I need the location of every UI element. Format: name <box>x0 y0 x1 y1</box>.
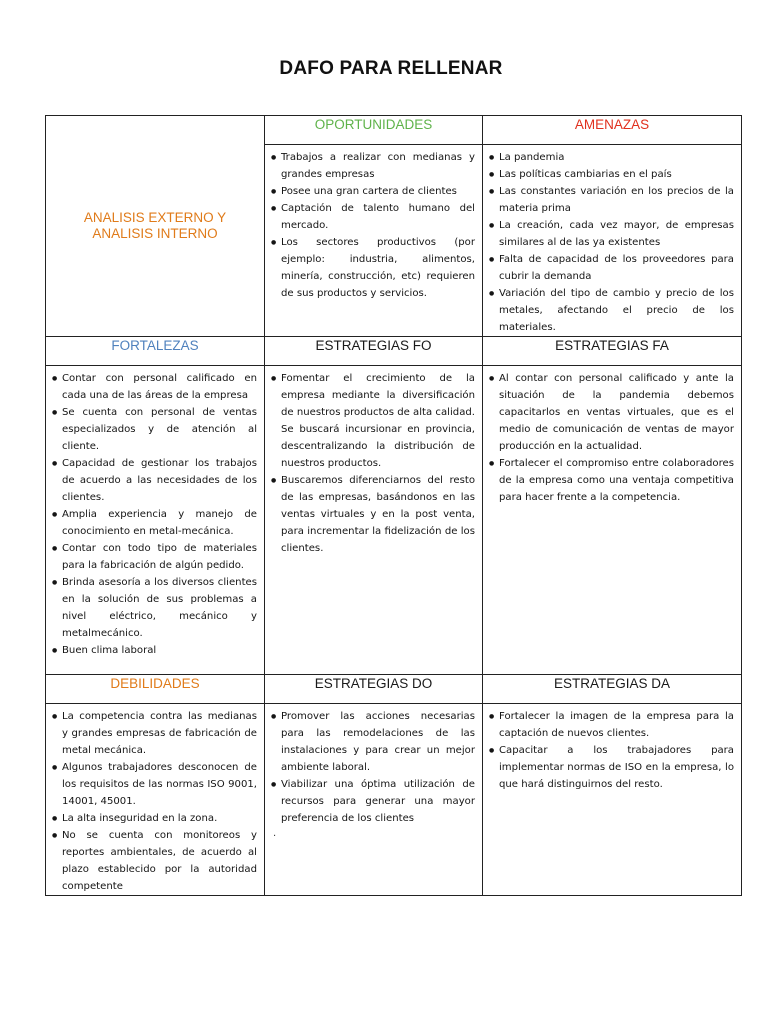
row-strengths-headers <box>46 337 742 366</box>
threats-header-cell <box>483 116 742 145</box>
strategies-do-header-cell <box>265 675 483 704</box>
list-item: ● Falta de capacidad de los proveedores para cubrir la demanda <box>489 251 734 285</box>
list-item: ● Posee una gran cartera de clientes <box>271 183 475 200</box>
threats-list <box>483 145 741 336</box>
strategies-da-header-cell <box>483 675 742 704</box>
threats-cell <box>483 145 742 337</box>
list-item: ● No se cuenta con monitoreos y reportes ambientales, de acuerdo al plazo establecido por la autoridad competente <box>52 827 257 895</box>
weaknesses-cell <box>46 704 265 896</box>
list-item: ● Fortalecer el compromiso entre colaboradores de la empresa como una ventaja competitiva para hacer frente a la competencia. <box>489 455 734 506</box>
list-item: ● Capacidad de gestionar los trabajos de acuerdo a las necesidades de los clientes. <box>52 455 257 506</box>
list-item: ● Brinda asesoría a los diversos clientes en la solución de sus problemas a nivel eléctrico, mecánico y metalmecánico. <box>52 574 257 642</box>
strategies-fa-header-cell <box>483 337 742 366</box>
list-item: ● Captación de talento humano del mercado. <box>271 200 475 234</box>
strengths-header: FORTALEZAS <box>111 338 199 353</box>
strategies-do-cell <box>265 704 483 896</box>
opportunities-header-cell <box>265 116 483 145</box>
analysis-label-cell <box>46 116 265 337</box>
opportunities-list <box>265 145 482 302</box>
strategies-fa-cell <box>483 366 742 675</box>
list-item: ● Los sectores productivos (por ejemplo: industria, alimentos, minería, construcción, etc) requieren de sus productos y servicios. <box>271 234 475 302</box>
weaknesses-list <box>46 704 264 895</box>
list-item: ● Se cuenta con personal de ventas especializados y de atención al cliente. <box>52 404 257 455</box>
list-item: ● La alta inseguridad en la zona. <box>52 810 257 827</box>
strategies-fa-header: ESTRATEGIAS FA <box>555 338 669 353</box>
list-item: ● Viabilizar una óptima utilización de recursos para generar una mayor preferencia de los clientes <box>271 776 475 827</box>
list-item: ● Contar con todo tipo de materiales para la fabricación de algún pedido. <box>52 540 257 574</box>
threats-header: AMENAZAS <box>574 117 650 132</box>
strategies-do-list <box>265 704 482 827</box>
list-item: ● Trabajos a realizar con medianas y grandes empresas <box>271 149 475 183</box>
list-item: ● La creación, cada vez mayor, de empresas similares al de las ya existentes <box>489 217 734 251</box>
list-item: ● La competencia contra las medianas y grandes empresas de fabricación de metal mecánica. <box>52 708 257 759</box>
strategies-fo-header-cell <box>265 337 483 366</box>
list-item: ● Algunos trabajadores desconocen de los requisitos de las normas ISO 9001, 14001, 45001. <box>52 759 257 810</box>
analysis-label: ANALISIS EXTERNO Y ANALISIS INTERNO <box>83 210 227 241</box>
weaknesses-header: DEBILIDADES <box>110 676 200 691</box>
strategies-do-header: ESTRATEGIAS DO <box>314 676 433 691</box>
list-item: ● Promover las acciones necesarias para las remodelaciones de las instalaciones y para crear un mejor ambiente laboral. <box>271 708 475 776</box>
strengths-list <box>46 366 264 659</box>
list-item: ● Amplia experiencia y manejo de conocimiento en metal-mecánica. <box>52 506 257 540</box>
row-strengths-lists <box>46 366 742 675</box>
strategies-da-cell <box>483 704 742 896</box>
strengths-header-cell <box>46 337 265 366</box>
strategies-da-header: ESTRATEGIAS DA <box>553 676 671 691</box>
list-item: ● Al contar con personal calificado y ante la situación de la pandemia debemos capacitarlos en ventas virtuales, que es el medio de comunicación de ventas de mayor producción en la actualidad. <box>489 370 734 455</box>
weaknesses-header-cell <box>46 675 265 704</box>
row-weaknesses-lists <box>46 704 742 896</box>
list-item: ● Las políticas cambiarias en el país <box>489 166 734 183</box>
list-item: ● Fomentar el crecimiento de la empresa mediante la diversificación de nuestros productos de alta calidad. Se buscará incursionar en provincia, descentralizando la distribución de nuestros productos. <box>271 370 475 472</box>
list-item: ● Contar con personal calificado en cada una de las áreas de la empresa <box>52 370 257 404</box>
row-weaknesses-headers <box>46 675 742 704</box>
list-item: ● Buscaremos diferenciarnos del resto de las empresas, basándonos en las ventas virtuales y en la post venta, para incrementar la fidelización de los clientes. <box>271 472 475 557</box>
page-title: DAFO PARA RELLENAR <box>279 58 503 79</box>
list-item: ● Capacitar a los trabajadores para implementar normas de ISO en la empresa, lo que hará distinguirnos del resto. <box>489 742 734 793</box>
strengths-cell <box>46 366 265 675</box>
list-item: ● Las constantes variación en los precios de la materia prima <box>489 183 734 217</box>
strategies-do-trailing-mark: . <box>273 828 277 839</box>
strategies-fa-list <box>483 366 741 506</box>
strategies-fo-header: ESTRATEGIAS FO <box>315 338 432 353</box>
strategies-fo-cell <box>265 366 483 675</box>
list-item: ● Buen clima laboral <box>52 642 257 659</box>
list-item: ● Variación del tipo de cambio y precio de los metales, afectando el precio de los materiales. <box>489 285 734 336</box>
list-item: ● La pandemia <box>489 149 734 166</box>
opportunities-cell <box>265 145 483 337</box>
strategies-fo-list <box>265 366 482 557</box>
strategies-da-list <box>483 704 741 793</box>
opportunities-header: OPORTUNIDADES <box>314 117 433 132</box>
dafo-table <box>45 115 742 896</box>
list-item: ● Fortalecer la imagen de la empresa para la captación de nuevos clientes. <box>489 708 734 742</box>
row-external-headers <box>46 116 742 145</box>
